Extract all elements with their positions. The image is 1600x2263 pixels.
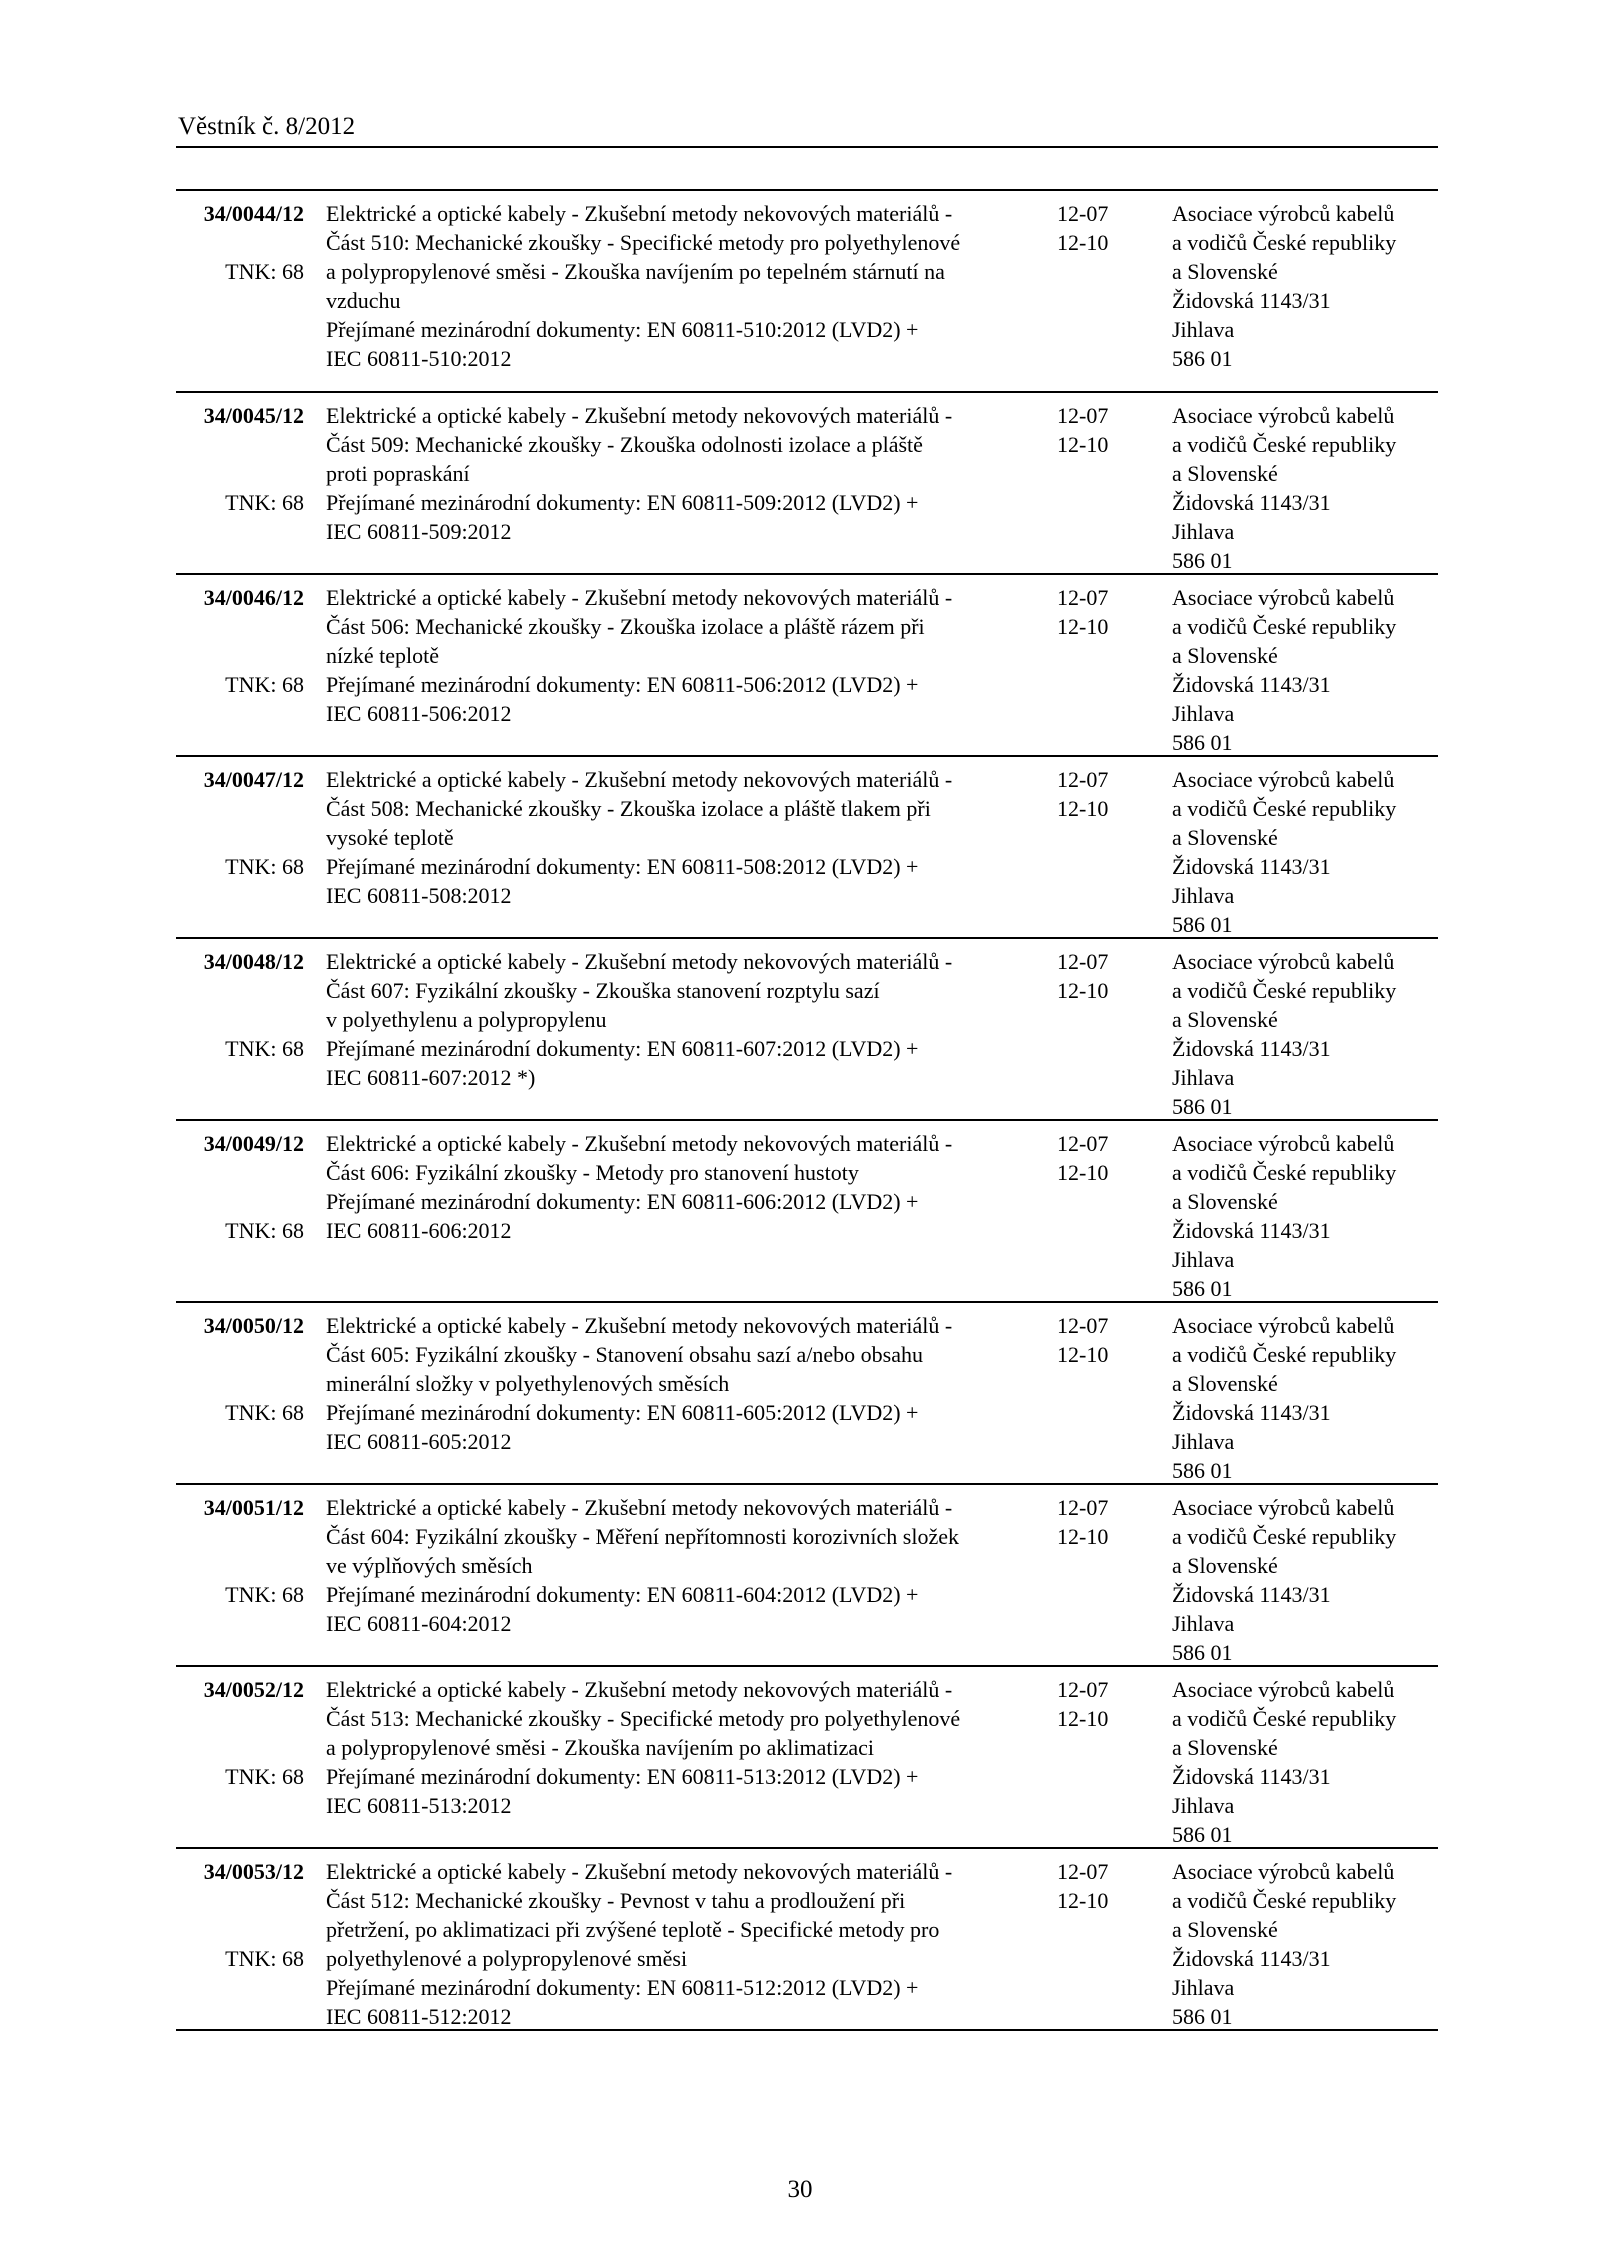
organization-line: Židovská 1143/31 <box>1172 854 1331 879</box>
organization-line: Jihlava <box>1172 1429 1235 1454</box>
date-value: 12-10 <box>1057 1524 1109 1549</box>
date-value: 12-07 <box>1057 585 1109 610</box>
title-line: Přejímané mezinárodní dokumenty: EN 60811-510:2012 (LVD2) + <box>326 317 919 342</box>
dates-cell <box>1057 1493 1147 1551</box>
organization-line: a vodičů České republiky <box>1172 1342 1397 1367</box>
dates-cell <box>1057 583 1147 641</box>
standard-number: 34/0052/12 <box>203 1677 304 1702</box>
standard-title-cell <box>326 401 953 546</box>
title-line: Elektrické a optické kabely - Zkušební metody nekovových materiálů - <box>326 1859 953 1884</box>
title-line: Elektrické a optické kabely - Zkušební metody nekovových materiálů - <box>326 767 953 792</box>
title-line: Přejímané mezinárodní dokumenty: EN 60811-513:2012 (LVD2) + <box>326 1764 919 1789</box>
date-value: 12-07 <box>1057 949 1109 974</box>
organization-line: 586 01 <box>1172 1094 1233 1119</box>
standard-number: 34/0048/12 <box>203 949 304 974</box>
standard-title-cell <box>326 947 953 1092</box>
title-line: Část 606: Fyzikální zkoušky - Metody pro stanovení hustoty <box>326 1160 859 1185</box>
organization-line: 586 01 <box>1172 1458 1233 1483</box>
organization-line: Jihlava <box>1172 519 1235 544</box>
standard-id-cell <box>176 1493 304 1609</box>
standard-title-cell <box>326 1675 961 1820</box>
dates-cell <box>1057 1129 1147 1187</box>
organization-line: Židovská 1143/31 <box>1172 1582 1331 1607</box>
tnk-label: TNK: 68 <box>225 1218 304 1243</box>
title-line: a polypropylenové směsi - Zkouška navíjením po tepelném stárnutí na <box>326 259 945 284</box>
organization-line: Židovská 1143/31 <box>1172 1400 1331 1425</box>
title-line: Elektrické a optické kabely - Zkušební metody nekovových materiálů - <box>326 585 953 610</box>
title-line: Přejímané mezinárodní dokumenty: EN 60811-509:2012 (LVD2) + <box>326 490 919 515</box>
organization-line: 586 01 <box>1172 1822 1233 1847</box>
title-line: Elektrické a optické kabely - Zkušební metody nekovových materiálů - <box>326 1131 953 1156</box>
standard-title-cell <box>326 1311 953 1456</box>
title-line: Část 508: Mechanické zkoušky - Zkouška izolace a pláště tlakem při <box>326 796 931 821</box>
dates-cell <box>1057 1857 1147 1915</box>
header-divider <box>176 146 1438 148</box>
organization-line: a vodičů České republiky <box>1172 432 1397 457</box>
tnk-label: TNK: 68 <box>225 1764 304 1789</box>
organization-line: Asociace výrobců kabelů <box>1172 1859 1395 1884</box>
title-line: a polypropylenové směsi - Zkouška navíjením po aklimatizaci <box>326 1735 875 1760</box>
standard-number: 34/0046/12 <box>203 585 304 610</box>
organization-line: Asociace výrobců kabelů <box>1172 403 1395 428</box>
date-value: 12-10 <box>1057 1342 1109 1367</box>
title-line: v polyethylenu a polypropylenu <box>326 1007 607 1032</box>
organization-line: a vodičů České republiky <box>1172 1160 1397 1185</box>
table-row <box>176 575 1438 757</box>
title-line: Část 509: Mechanické zkoušky - Zkouška odolnosti izolace a pláště <box>326 432 923 457</box>
organization-cell <box>1172 583 1438 757</box>
standard-number: 34/0044/12 <box>203 201 304 226</box>
title-line: IEC 60811-606:2012 <box>326 1218 512 1243</box>
title-line: vysoké teplotě <box>326 825 454 850</box>
title-line: IEC 60811-512:2012 <box>326 2004 512 2029</box>
date-value: 12-07 <box>1057 201 1109 226</box>
organization-line: Židovská 1143/31 <box>1172 1764 1331 1789</box>
title-line: Přejímané mezinárodní dokumenty: EN 60811-508:2012 (LVD2) + <box>326 854 919 879</box>
organization-line: a Slovenské <box>1172 825 1278 850</box>
standard-number: 34/0051/12 <box>203 1495 304 1520</box>
title-line: IEC 60811-513:2012 <box>326 1793 512 1818</box>
date-value: 12-10 <box>1057 978 1109 1003</box>
date-value: 12-07 <box>1057 1859 1109 1884</box>
organization-line: Asociace výrobců kabelů <box>1172 201 1395 226</box>
organization-line: Asociace výrobců kabelů <box>1172 949 1395 974</box>
title-line: vzduchu <box>326 288 401 313</box>
organization-line: 586 01 <box>1172 730 1233 755</box>
organization-line: a Slovenské <box>1172 643 1278 668</box>
standard-title-cell <box>326 199 961 373</box>
table-row <box>176 1667 1438 1849</box>
organization-line: Jihlava <box>1172 1247 1235 1272</box>
date-value: 12-10 <box>1057 796 1109 821</box>
date-value: 12-10 <box>1057 230 1109 255</box>
table-row <box>176 757 1438 939</box>
title-line: Část 604: Fyzikální zkoušky - Měření nepřítomnosti korozivních složek <box>326 1524 960 1549</box>
date-value: 12-07 <box>1057 1677 1109 1702</box>
organization-line: a Slovenské <box>1172 1189 1278 1214</box>
journal-title: Věstník č. 8/2012 <box>178 113 356 140</box>
title-line: Část 512: Mechanické zkoušky - Pevnost v tahu a prodloužení při <box>326 1888 906 1913</box>
standard-id-cell <box>176 1857 304 1973</box>
organization-line: Jihlava <box>1172 1611 1235 1636</box>
organization-cell <box>1172 765 1438 939</box>
tnk-label: TNK: 68 <box>225 490 304 515</box>
table-row <box>176 1849 1438 2031</box>
organization-line: a Slovenské <box>1172 1917 1278 1942</box>
organization-line: a vodičů České republiky <box>1172 978 1397 1003</box>
title-line: IEC 60811-510:2012 <box>326 346 512 371</box>
standard-title-cell <box>326 765 953 910</box>
title-line: Přejímané mezinárodní dokumenty: EN 60811-606:2012 (LVD2) + <box>326 1189 919 1214</box>
organization-line: Židovská 1143/31 <box>1172 288 1331 313</box>
title-line: Elektrické a optické kabely - Zkušební metody nekovových materiálů - <box>326 403 953 428</box>
organization-line: a vodičů České republiky <box>1172 230 1397 255</box>
title-line: Část 510: Mechanické zkoušky - Specifické metody pro polyethylenové <box>326 230 961 255</box>
table-row <box>176 1303 1438 1485</box>
standard-id-cell <box>176 1311 304 1427</box>
title-line: Elektrické a optické kabely - Zkušební metody nekovových materiálů - <box>326 1495 953 1520</box>
organization-line: a vodičů České republiky <box>1172 796 1397 821</box>
organization-line: 586 01 <box>1172 2004 1233 2029</box>
organization-line: Asociace výrobců kabelů <box>1172 767 1395 792</box>
organization-line: a Slovenské <box>1172 1371 1278 1396</box>
organization-line: 586 01 <box>1172 1276 1233 1301</box>
title-line: IEC 60811-506:2012 <box>326 701 512 726</box>
title-line: proti popraskání <box>326 461 470 486</box>
dates-cell <box>1057 1311 1147 1369</box>
title-line: polyethylenové a polypropylenové směsi <box>326 1946 688 1971</box>
standard-id-cell <box>176 199 304 286</box>
date-value: 12-10 <box>1057 1160 1109 1185</box>
organization-cell <box>1172 1311 1438 1485</box>
organization-cell <box>1172 401 1438 575</box>
organization-line: Židovská 1143/31 <box>1172 672 1331 697</box>
organization-line: Jihlava <box>1172 1975 1235 2000</box>
title-line: Elektrické a optické kabely - Zkušební metody nekovových materiálů - <box>326 201 953 226</box>
standards-table <box>176 189 1438 2031</box>
title-line: IEC 60811-605:2012 <box>326 1429 512 1454</box>
organization-line: Židovská 1143/31 <box>1172 490 1331 515</box>
title-line: ve výplňových směsích <box>326 1553 533 1578</box>
organization-line: a vodičů České republiky <box>1172 1524 1397 1549</box>
standard-title-cell <box>326 1857 953 2031</box>
dates-cell <box>1057 947 1147 1005</box>
table-row <box>176 1121 1438 1303</box>
standard-number: 34/0045/12 <box>203 403 304 428</box>
title-line: Přejímané mezinárodní dokumenty: EN 60811-607:2012 (LVD2) + <box>326 1036 919 1061</box>
standard-number: 34/0049/12 <box>203 1131 304 1156</box>
organization-line: Jihlava <box>1172 883 1235 908</box>
tnk-label: TNK: 68 <box>225 259 304 284</box>
dates-cell <box>1057 765 1147 823</box>
organization-cell <box>1172 199 1438 373</box>
title-line: Přejímané mezinárodní dokumenty: EN 60811-506:2012 (LVD2) + <box>326 672 919 697</box>
organization-line: Asociace výrobců kabelů <box>1172 1131 1395 1156</box>
tnk-label: TNK: 68 <box>225 1946 304 1971</box>
organization-line: a Slovenské <box>1172 461 1278 486</box>
standard-number: 34/0050/12 <box>203 1313 304 1338</box>
organization-cell <box>1172 1857 1438 2031</box>
standard-id-cell <box>176 583 304 699</box>
title-line: Přejímané mezinárodní dokumenty: EN 60811-512:2012 (LVD2) + <box>326 1975 919 2000</box>
standard-title-cell <box>326 1493 960 1638</box>
title-line: IEC 60811-604:2012 <box>326 1611 512 1636</box>
tnk-label: TNK: 68 <box>225 672 304 697</box>
date-value: 12-07 <box>1057 403 1109 428</box>
organization-line: a Slovenské <box>1172 1007 1278 1032</box>
date-value: 12-07 <box>1057 1313 1109 1338</box>
standard-title-cell <box>326 1129 953 1245</box>
organization-line: 586 01 <box>1172 346 1233 371</box>
organization-line: Židovská 1143/31 <box>1172 1218 1331 1243</box>
date-value: 12-10 <box>1057 1706 1109 1731</box>
standard-id-cell <box>176 947 304 1063</box>
table-row <box>176 191 1438 393</box>
date-value: 12-07 <box>1057 767 1109 792</box>
standard-number: 34/0047/12 <box>203 767 304 792</box>
title-line: IEC 60811-607:2012 *) <box>326 1065 536 1090</box>
title-line: Část 513: Mechanické zkoušky - Specifické metody pro polyethylenové <box>326 1706 961 1731</box>
organization-line: Židovská 1143/31 <box>1172 1036 1331 1061</box>
organization-cell <box>1172 1129 1438 1303</box>
title-line: Elektrické a optické kabely - Zkušební metody nekovových materiálů - <box>326 1313 953 1338</box>
table-row <box>176 1485 1438 1667</box>
tnk-label: TNK: 68 <box>225 1036 304 1061</box>
title-line: Část 506: Mechanické zkoušky - Zkouška izolace a pláště rázem při <box>326 614 925 639</box>
organization-cell <box>1172 1675 1438 1849</box>
standard-id-cell <box>176 765 304 881</box>
title-line: minerální složky v polyethylenových směsích <box>326 1371 730 1396</box>
organization-line: Asociace výrobců kabelů <box>1172 1495 1395 1520</box>
organization-line: 586 01 <box>1172 1640 1233 1665</box>
organization-line: a Slovenské <box>1172 259 1278 284</box>
organization-line: Jihlava <box>1172 317 1235 342</box>
organization-cell <box>1172 1493 1438 1667</box>
date-value: 12-10 <box>1057 614 1109 639</box>
organization-line: Jihlava <box>1172 1793 1235 1818</box>
title-line: nízké teplotě <box>326 643 440 668</box>
date-value: 12-10 <box>1057 1888 1109 1913</box>
organization-line: 586 01 <box>1172 912 1233 937</box>
organization-line: Asociace výrobců kabelů <box>1172 1677 1395 1702</box>
tnk-label: TNK: 68 <box>225 1582 304 1607</box>
standard-number: 34/0053/12 <box>203 1859 304 1884</box>
dates-cell <box>1057 1675 1147 1733</box>
standard-id-cell <box>176 1129 304 1245</box>
standard-id-cell <box>176 401 304 517</box>
organization-line: Jihlava <box>1172 1065 1235 1090</box>
title-line: Část 605: Fyzikální zkoušky - Stanovení obsahu sazí a/nebo obsahu <box>326 1342 923 1367</box>
organization-line: a Slovenské <box>1172 1735 1278 1760</box>
organization-line: a Slovenské <box>1172 1553 1278 1578</box>
organization-line: 586 01 <box>1172 548 1233 573</box>
tnk-label: TNK: 68 <box>225 854 304 879</box>
dates-cell <box>1057 401 1147 459</box>
title-line: Přejímané mezinárodní dokumenty: EN 60811-605:2012 (LVD2) + <box>326 1400 919 1425</box>
organization-line: a vodičů České republiky <box>1172 1706 1397 1731</box>
table-row <box>176 939 1438 1121</box>
organization-line: Jihlava <box>1172 701 1235 726</box>
standard-title-cell <box>326 583 953 728</box>
organization-line: a vodičů České republiky <box>1172 1888 1397 1913</box>
date-value: 12-10 <box>1057 432 1109 457</box>
dates-cell <box>1057 199 1147 257</box>
organization-line: Židovská 1143/31 <box>1172 1946 1331 1971</box>
tnk-label: TNK: 68 <box>225 1400 304 1425</box>
title-line: Přejímané mezinárodní dokumenty: EN 60811-604:2012 (LVD2) + <box>326 1582 919 1607</box>
title-line: Část 607: Fyzikální zkoušky - Zkouška stanovení rozptylu sazí <box>326 978 880 1003</box>
organization-line: Asociace výrobců kabelů <box>1172 585 1395 610</box>
title-line: Elektrické a optické kabely - Zkušební metody nekovových materiálů - <box>326 949 953 974</box>
title-line: IEC 60811-509:2012 <box>326 519 512 544</box>
organization-cell <box>1172 947 1438 1121</box>
organization-line: a vodičů České republiky <box>1172 614 1397 639</box>
title-line: IEC 60811-508:2012 <box>326 883 512 908</box>
title-line: přetržení, po aklimatizaci při zvýšené teplotě - Specifické metody pro <box>326 1917 940 1942</box>
organization-line: Asociace výrobců kabelů <box>1172 1313 1395 1338</box>
page-number: 30 <box>787 2176 813 2203</box>
table-row <box>176 393 1438 575</box>
standard-id-cell <box>176 1675 304 1791</box>
date-value: 12-07 <box>1057 1495 1109 1520</box>
date-value: 12-07 <box>1057 1131 1109 1156</box>
title-line: Elektrické a optické kabely - Zkušební metody nekovových materiálů - <box>326 1677 953 1702</box>
